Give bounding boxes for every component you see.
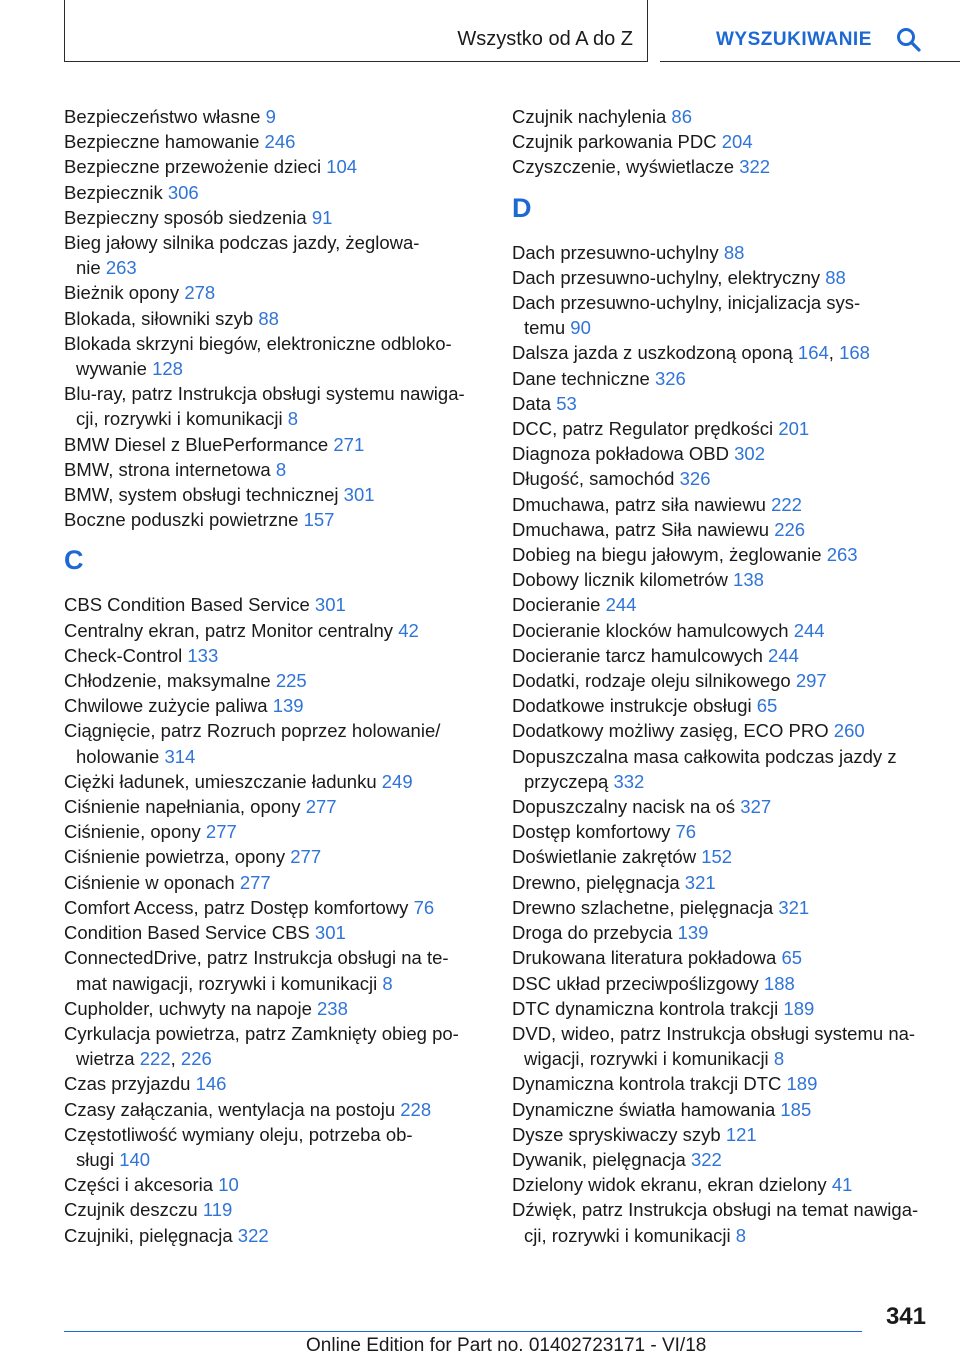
index-entry-text: Blu-ray, patrz Instrukcja obsługi systemu nawiga-: [64, 383, 465, 405]
index-entry: [512, 718, 932, 743]
page-link[interactable]: 8: [382, 972, 393, 994]
page-link[interactable]: 244: [768, 644, 799, 666]
header-frame: [64, 0, 648, 62]
page-link[interactable]: 8: [773, 1048, 785, 1070]
page-link[interactable]: 140: [119, 1148, 151, 1170]
footer-edition-text: Online Edition for Part no. 01402723171 - VI/18: [306, 1335, 707, 1356]
page-link[interactable]: 164: [797, 342, 829, 364]
index-entry: [512, 492, 932, 517]
index-entry-text: Dach przesuwno-uchylny, inicjalizacja sys-: [512, 292, 861, 314]
page-link[interactable]: 322: [237, 1224, 269, 1246]
index-entry: [512, 971, 932, 996]
index-entry-text: Częstotliwość wymiany oleju, potrzeba ob-: [64, 1123, 413, 1145]
index-entry: [512, 844, 932, 869]
index-entry: [64, 306, 484, 331]
index-entry-text: Diagnoza pokładowa OBD: [512, 443, 729, 465]
index-entry-text: Dodatkowe instrukcje obsługi: [512, 695, 752, 717]
index-entry: [512, 870, 932, 895]
page-link[interactable]: 228: [400, 1098, 432, 1120]
page-link[interactable]: 133: [187, 644, 219, 666]
page-link[interactable]: 8: [735, 1224, 747, 1246]
index-entry-text: Dopuszczalna masa całkowita podczas jazdy z: [512, 745, 897, 767]
index-entry-text: Comfort Access, patrz Dostęp komfortowy: [64, 896, 409, 918]
footer-rule: [64, 1331, 862, 1332]
index-entry-text: mat nawigacji, rozrywki i komunikacji: [76, 972, 378, 994]
index-entry: [64, 432, 484, 457]
index-entry-text: Boczne poduszki powietrzne: [64, 509, 299, 531]
index-entry: [512, 466, 932, 491]
index-entry: [64, 507, 484, 532]
index-entry-text: Drewno szlachetne, pielęgnacja: [512, 896, 774, 918]
index-entry-text: Długość, samochód: [512, 468, 675, 490]
index-entry-text: temu: [524, 317, 566, 339]
index-entry-text: ConnectedDrive, patrz Instrukcja obsługi na te-: [64, 947, 449, 969]
page-link[interactable]: 301: [314, 922, 346, 944]
index-entry-text: cji, rozrywki i komunikacji: [524, 1224, 731, 1246]
page-link[interactable]: 138: [733, 569, 764, 591]
index-entry-text: Docieranie klocków hamulcowych: [512, 619, 789, 641]
index-entry-text: Blokada, siłowniki szyb: [64, 307, 254, 329]
index-entry-text: Czujnik parkowania PDC: [512, 131, 717, 153]
page-link[interactable]: 277: [239, 871, 271, 893]
page-link[interactable]: 88: [723, 241, 745, 263]
index-entry-text: Drewno, pielęgnacja: [512, 871, 680, 893]
index-entry: [512, 1172, 932, 1197]
page-link[interactable]: 188: [763, 972, 795, 994]
index-column-right: [512, 104, 932, 1248]
index-entry-text: Ciągnięcie, patrz Rozruch poprzez holowanie/: [64, 720, 441, 742]
index-entry: [64, 643, 484, 668]
page-link[interactable]: 8: [275, 458, 287, 480]
index-entry-text: Bezpieczne hamowanie: [64, 131, 260, 153]
index-entry-text: BMW, strona internetowa: [64, 458, 271, 480]
index-entry: [64, 1223, 484, 1248]
index-entry: [64, 205, 484, 230]
index-entry-text: Drukowana literatura pokładowa: [512, 947, 777, 969]
index-column-left: [64, 104, 484, 1248]
page-link[interactable]: 246: [264, 131, 296, 153]
page-link[interactable]: 128: [152, 358, 183, 380]
index-entry: [512, 129, 932, 154]
index-entry: [64, 1097, 484, 1122]
page-link[interactable]: 222: [139, 1048, 171, 1070]
page-link[interactable]: 204: [721, 131, 753, 153]
index-entry: [512, 819, 932, 844]
index-entry: [64, 381, 484, 431]
index-entry-text: Dobowy licznik kilometrów: [512, 569, 728, 591]
index-entry-text: Dźwięk, patrz Instrukcja obsługi na temat nawiga-: [512, 1199, 919, 1221]
index-entry: [64, 668, 484, 693]
page-link[interactable]: 76: [413, 896, 435, 918]
index-entry: [512, 693, 932, 718]
page-link[interactable]: 185: [780, 1098, 812, 1120]
index-entry-text: nie: [76, 257, 101, 279]
index-entry: [512, 1197, 932, 1247]
index-entry-text: Czujniki, pielęgnacja: [64, 1224, 233, 1246]
index-entry: [64, 920, 484, 945]
index-entry: [512, 668, 932, 693]
index-entry: [64, 1122, 484, 1172]
index-entry-text: Ciśnienie, opony: [64, 821, 201, 843]
page-link[interactable]: 168: [839, 342, 870, 364]
page-link[interactable]: 90: [570, 317, 591, 339]
page-link[interactable]: 53: [556, 392, 577, 414]
index-entry: [64, 693, 484, 718]
index-entry-text: Dalsza jazda z uszkodzoną oponą: [512, 342, 793, 364]
page-link[interactable]: 225: [275, 670, 307, 692]
page-link[interactable]: 88: [825, 266, 846, 288]
index-entry-text: Dopuszczalny nacisk na oś: [512, 796, 736, 818]
index-entry-text: Dynamiczne światła hamowania: [512, 1098, 776, 1120]
index-entry-text: Bezpieczny sposób siedzenia: [64, 206, 307, 228]
index-entry: [512, 744, 932, 794]
page-link[interactable]: 121: [725, 1123, 757, 1145]
index-entry: [64, 331, 484, 381]
page-link[interactable]: 8: [287, 408, 299, 430]
index-entry: [512, 154, 932, 179]
index-entry-text: BMW, system obsługi technicznej: [64, 484, 339, 506]
index-entry-text: Bezpieczne przewożenie dzieci: [64, 156, 322, 178]
index-entry: [512, 416, 932, 441]
index-entry-text: wywanie: [76, 358, 147, 380]
index-entry: [512, 1021, 932, 1071]
page-link[interactable]: 271: [333, 433, 365, 455]
index-entry: [512, 240, 932, 265]
index-entry-text: Czasy załączania, wentylacja na postoju: [64, 1098, 396, 1120]
index-entry-text: Cupholder, uchwyty na napoje: [64, 997, 312, 1019]
index-entry-text: Czujnik nachylenia: [512, 106, 667, 127]
page-link[interactable]: 146: [195, 1073, 227, 1095]
index-entry: Dalsza jazda z uszkodzoną oponą 164, 168: [512, 342, 870, 364]
index-entry-text: holowanie: [76, 745, 160, 767]
page-link[interactable]: 244: [605, 594, 637, 616]
index-entry-text: Bezpieczeństwo własne: [64, 106, 261, 127]
search-icon: [896, 27, 922, 53]
index-entry: [64, 844, 484, 869]
page-link[interactable]: 244: [793, 619, 825, 641]
index-entry: Cyrkulacja powietrza, patrz Zamknięty obieg po- wietrza 222, 226: [64, 1022, 459, 1070]
page-link[interactable]: 139: [677, 922, 709, 944]
index-entry: [512, 567, 932, 592]
index-entry: [512, 895, 932, 920]
index-entry: [64, 996, 484, 1021]
index-entry-text: Dynamiczna kontrola trakcji DTC: [512, 1073, 782, 1095]
index-entry: [64, 482, 484, 507]
index-entry-text: Ciśnienie w oponach: [64, 871, 235, 893]
page-link[interactable]: 104: [326, 156, 358, 178]
page-link[interactable]: 321: [684, 871, 716, 893]
page-link[interactable]: 238: [317, 997, 348, 1019]
index-entry-text: Bezpiecznik: [64, 181, 163, 203]
index-entry: [64, 129, 484, 154]
index-entry-text: Droga do przebycia: [512, 922, 673, 944]
index-entry: [512, 542, 932, 567]
page-link[interactable]: 277: [305, 796, 337, 818]
page-link[interactable]: 139: [272, 695, 304, 717]
page-link[interactable]: 322: [739, 156, 771, 178]
index-entry: [512, 104, 932, 129]
page-link[interactable]: 152: [701, 846, 733, 868]
index-entry-text: Dzielony widok ekranu, ekran dzielony: [512, 1174, 827, 1196]
page-link[interactable]: 42: [398, 619, 419, 641]
page-link[interactable]: 302: [734, 443, 766, 465]
index-entry-text: Ciężki ładunek, umieszczanie ładunku: [64, 770, 377, 792]
index-entry-text: CBS Condition Based Service: [64, 594, 310, 616]
index-entry: [512, 1097, 932, 1122]
index-entry-text: Dane techniczne: [512, 367, 650, 389]
page-link[interactable]: 157: [303, 509, 335, 531]
index-entry-text: Dmuchawa, patrz Siła nawiewu: [512, 518, 770, 540]
index-entry-text: wietrza: [76, 1048, 135, 1070]
index-entry: [64, 945, 484, 995]
page-link[interactable]: 314: [164, 745, 196, 767]
page-link[interactable]: 263: [105, 257, 137, 279]
index-entry-text: DTC dynamiczna kontrola trakcji: [512, 997, 779, 1019]
index-entry: [512, 618, 932, 643]
index-entry-text: Dach przesuwno-uchylny: [512, 241, 719, 263]
page-link[interactable]: 327: [740, 796, 772, 818]
page-link[interactable]: 65: [781, 947, 803, 969]
index-entry: [512, 517, 932, 542]
index-entry-text: Czas przyjazdu: [64, 1073, 191, 1095]
index-entry: [512, 643, 932, 668]
index-entry: [64, 769, 484, 794]
index-entry: [64, 895, 484, 920]
index-letter-heading: D: [512, 192, 532, 223]
index-entry: [64, 618, 484, 643]
index-entry: [64, 154, 484, 179]
page-link[interactable]: 249: [381, 770, 413, 792]
page-link[interactable]: 277: [290, 846, 322, 868]
search-label: WYSZUKIWANIE: [716, 29, 872, 50]
index-entry: [64, 718, 484, 768]
page-number: 341: [885, 1303, 926, 1330]
index-entry: [512, 592, 932, 617]
index-entry-text: Dodatki, rodzaje oleju silnikowego: [512, 670, 791, 692]
index-entry-text: Dodatkowy możliwy zasięg, ECO PRO: [512, 720, 829, 742]
page-link[interactable]: 278: [184, 282, 216, 304]
page-link[interactable]: 201: [778, 418, 810, 440]
index-entry-text: Condition Based Service CBS: [64, 922, 310, 944]
index-entry-text: Centralny ekran, patrz Monitor centralny: [64, 619, 394, 641]
index-entry-text: DVD, wideo, patrz Instrukcja obsługi systemu na-: [512, 1022, 916, 1044]
page-link[interactable]: 260: [833, 720, 865, 742]
index-entry: [512, 441, 932, 466]
index-entry-text: Data: [512, 392, 552, 414]
page-link[interactable]: 222: [771, 493, 802, 515]
index-entry: [64, 1071, 484, 1096]
index-entry: [512, 290, 932, 340]
page-link[interactable]: 189: [783, 997, 815, 1019]
page-link[interactable]: 226: [180, 1048, 212, 1070]
index-entry: [512, 996, 932, 1021]
index-entry-text: Dysze spryskiwaczy szyb: [512, 1123, 721, 1145]
index-entry: [512, 1071, 932, 1096]
index-entry: [64, 104, 484, 129]
index-entry-text: Ciśnienie napełniania, opony: [64, 796, 301, 818]
page-link[interactable]: 277: [205, 821, 237, 843]
page-link[interactable]: 321: [778, 896, 810, 918]
index-entry: [512, 945, 932, 970]
page-link[interactable]: 76: [675, 821, 697, 843]
index-entry-text: Ciśnienie powietrza, opony: [64, 846, 286, 868]
page-link[interactable]: 226: [774, 518, 806, 540]
index-entry-text: Doświetlanie zakrętów: [512, 846, 697, 868]
index-entry: [512, 265, 932, 290]
page-link[interactable]: 9: [265, 106, 276, 127]
index-letter-heading: C: [64, 545, 84, 576]
index-entry-text: Bieg jałowy silnika podczas jazdy, żeglowa-: [64, 232, 420, 254]
index-entry: [64, 794, 484, 819]
index-entry-text: DCC, patrz Regulator prędkości: [512, 418, 774, 440]
index-entry-text: DSC układ przeciwpoślizgowy: [512, 972, 759, 994]
index-entry-text: Czujnik deszczu: [64, 1199, 198, 1221]
index-entry: [512, 366, 932, 391]
index-entry: [64, 870, 484, 895]
index-entry: [64, 592, 484, 617]
page-link[interactable]: 86: [671, 106, 692, 127]
index-entry-text: Części i akcesoria: [64, 1174, 214, 1196]
index-entry-text: Cyrkulacja powietrza, patrz Zamknięty obieg po-: [64, 1022, 459, 1044]
index-entry: [64, 180, 484, 205]
index-entry: [512, 1122, 932, 1147]
index-entry-text: Docieranie tarcz hamulcowych: [512, 644, 763, 666]
page-link[interactable]: 326: [654, 367, 686, 389]
page-link[interactable]: 322: [690, 1148, 722, 1170]
index-entry-text: Dach przesuwno-uchylny, elektryczny: [512, 266, 821, 288]
index-entry-text: wigacji, rozrywki i komunikacji: [524, 1048, 769, 1070]
page-link[interactable]: 88: [258, 307, 279, 329]
index-entry: [64, 1172, 484, 1197]
index-entry-text: Bieżnik opony: [64, 282, 180, 304]
index-entry-text: Chwilowe zużycie paliwa: [64, 695, 268, 717]
page-link[interactable]: 91: [311, 206, 333, 228]
index-entry: [512, 920, 932, 945]
page-link[interactable]: 332: [613, 770, 645, 792]
index-entry-text: Blokada skrzyni biegów, elektroniczne odbloko-: [64, 332, 452, 354]
page-link[interactable]: 41: [831, 1174, 853, 1196]
index-entry-text: przyczepą: [524, 770, 609, 792]
index-entry-text: Czyszczenie, wyświetlacze: [512, 156, 735, 178]
page-link[interactable]: 301: [343, 484, 375, 506]
index-entry-text: Dmuchawa, patrz siła nawiewu: [512, 493, 766, 515]
index-entry: [512, 794, 932, 819]
page-link[interactable]: 119: [202, 1199, 233, 1221]
page-link[interactable]: 263: [826, 544, 858, 566]
index-entry-text: BMW Diesel z BluePerformance: [64, 433, 329, 455]
index-entry: [64, 230, 484, 280]
index-entry: [64, 819, 484, 844]
index-entry-text: Dobieg na biegu jałowym, żeglowanie: [512, 544, 822, 566]
page-link[interactable]: 297: [795, 670, 827, 692]
index-entry: [64, 1197, 484, 1222]
page-link[interactable]: 306: [167, 181, 199, 203]
page-link[interactable]: 301: [314, 594, 346, 616]
index-entry-text: Dywanik, pielęgnacja: [512, 1148, 686, 1170]
page-link[interactable]: 10: [218, 1174, 239, 1196]
search-button[interactable]: [660, 0, 960, 62]
page-link[interactable]: 326: [679, 468, 711, 490]
index-entry-text: cji, rozrywki i komunikacji: [76, 408, 283, 430]
index-entry-text: Check-Control: [64, 644, 183, 666]
index-entry: [64, 280, 484, 305]
index-entry: [512, 391, 932, 416]
index-entry-text: Docieranie: [512, 594, 601, 616]
page-link[interactable]: 65: [756, 695, 778, 717]
index-entry-text: sługi: [76, 1148, 115, 1170]
index-entry: [512, 1147, 932, 1172]
index-entry-text: Dostęp komfortowy: [512, 821, 671, 843]
index-entry: [64, 457, 484, 482]
header-title: Wszystko od A do Z: [457, 28, 633, 50]
index-entry-text: Chłodzenie, maksymalne: [64, 670, 271, 692]
page-link[interactable]: 189: [786, 1073, 818, 1095]
